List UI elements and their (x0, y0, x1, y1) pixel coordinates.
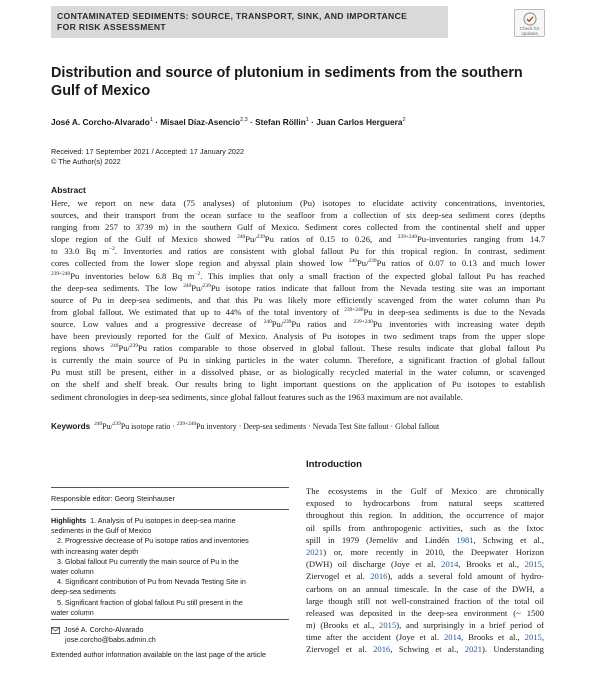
intro-line (306, 546, 544, 558)
keyword[interactable] (94, 422, 170, 431)
superscript: 239 (256, 234, 265, 241)
highlight-item: with increasing water depth (51, 546, 139, 556)
text-run: regions shows (51, 343, 111, 354)
envelope-icon (51, 627, 60, 634)
text-run: ), and surprisingly in a brief period of (396, 620, 544, 631)
text-run: , (541, 559, 544, 570)
badge-label-2: updates (521, 31, 538, 36)
sidebar-divider (51, 509, 289, 510)
highlight-item: deep-sea sediments (51, 587, 116, 597)
text-run: 3. Global fallout Pu currently the main source of Pu in the (57, 556, 239, 566)
text-run: 2. Progressive decrease of Pu isotope ratios and inventories (57, 536, 249, 546)
received-accepted-dates: Received: 17 September 2021 / Accepted: 17 January 2022 (51, 147, 245, 156)
text-run: Pu/ (191, 282, 203, 293)
article-title (51, 64, 521, 100)
author-4[interactable]: Juan Carlos Herguera (316, 117, 403, 127)
abstract-heading: Abstract (51, 185, 86, 195)
superscript: 240 (263, 318, 272, 325)
text-run: (DWH) oil discharge (Joye et al. (306, 559, 442, 570)
text-run: Pu-inventories ranging from 14.7 (417, 234, 545, 245)
citation-link[interactable]: 2015 (379, 620, 397, 631)
citation-link[interactable]: 2015 (524, 632, 542, 643)
text-run: Pu in deep-sea sediments is due to the Nevada (363, 306, 545, 317)
citation-link[interactable]: 2016 (370, 571, 388, 582)
highlight-item (51, 577, 279, 587)
highlight-item (51, 516, 279, 526)
text-run: Pu isotope ratios indicate that fallout from the Nevada testing site was an important (210, 282, 545, 293)
text-run: , Brooks et al., (458, 559, 525, 570)
badge-label-1: Check for (519, 26, 540, 31)
intro-line: carbons on an annual timescale. In the case of the DWH, a (306, 583, 544, 594)
keyword-separator: · (306, 422, 313, 431)
text-run: . Inventories and ratios are consistent with global fallout Pu for this tropical region. In contrast, sediment (114, 246, 545, 257)
superscript: 239 (129, 343, 139, 350)
intro-line: The ecosystems in the Gulf of Mexico are chronically (306, 486, 544, 496)
citation-link[interactable]: 2014 (443, 632, 462, 643)
keyword-separator: · (388, 422, 396, 431)
author-separator: · (152, 117, 161, 127)
superscript: 240 (110, 343, 119, 350)
text-run: source. Low values and a progressive decrease of (51, 318, 264, 329)
intro-line (306, 558, 544, 570)
superscript: 239 (112, 421, 121, 427)
intro-line: oil spills from anthropogenic activities, such as the Ixtoc (306, 522, 544, 533)
text-run: Pu ratios of 0.15 to 0.26, and (264, 234, 398, 245)
text-run: 1. Analysis of Pu isotopes in deep-sea marine (90, 516, 236, 525)
superscript: 239+240 (353, 318, 373, 325)
abstract-line: is currently the main source of Pu in sinking particles in the water column. Therefore, a significant fraction of global fallout (51, 355, 545, 366)
abstract-line (51, 342, 545, 354)
check-for-updates-button[interactable] (514, 9, 545, 37)
text-run: to 33.0 Bq m (51, 246, 110, 257)
sidebar-divider (51, 487, 289, 488)
intro-line (306, 631, 544, 643)
text-run: , (541, 632, 544, 643)
highlight-item (51, 557, 279, 567)
superscript: 239 (283, 318, 292, 325)
crossmark-icon (523, 12, 537, 26)
superscript: 240 (237, 234, 246, 241)
author-list (51, 117, 406, 127)
citation-link[interactable]: 2021 (464, 644, 482, 655)
abstract-line: sediment chronologies in deep-sea sediments, since global fallout features such as the 1963 maximum are not available. (51, 391, 463, 402)
intro-line (306, 534, 544, 546)
article-dates (51, 147, 244, 167)
author-separator: · (247, 117, 256, 127)
text-run: m) (Brooks et al., (306, 620, 380, 631)
text-run: Pu/ (102, 422, 113, 431)
abstract-line: source of Pu in deep-sea sediments, and that this Pu was likely more efficiently scavenged from the water column than Pu (51, 294, 545, 305)
text-run: cores collected from the lower slope region and abyssal plain showed low (51, 258, 349, 269)
text-run: Pu inventories with increasing water depth (372, 318, 545, 329)
text-run: ), adds a several fold amount of hydro- (387, 571, 544, 582)
keyword-separator: · (170, 422, 177, 431)
contact-row (51, 625, 156, 635)
citation-link[interactable]: 2021 (306, 546, 324, 557)
superscript: 239+240 (51, 270, 71, 277)
text-run: the deep-sea sediments. The low (51, 282, 184, 293)
highlight-item: sediments in the Gulf of Mexico (51, 526, 152, 536)
highlights (51, 516, 279, 618)
intro-line (306, 619, 544, 631)
text-run: Pu ratios comparable to those observed in global fallout. These results indicate that global fallout Pu (138, 343, 545, 354)
superscript: 240 (183, 282, 192, 289)
superscript: −2 (109, 246, 115, 253)
superscript: 239+240 (397, 234, 418, 241)
text-run: ) or, more recently in 2010, the Deepwater Horizon (323, 546, 544, 557)
keyword[interactable] (177, 422, 237, 431)
abstract-body (51, 197, 545, 403)
abstract-line (51, 245, 545, 257)
abstract-line (51, 306, 545, 318)
superscript: 239 (368, 258, 377, 265)
introduction-body (306, 485, 544, 656)
author-1[interactable]: José A. Corcho-Alvarado (51, 117, 150, 127)
abstract-line (51, 282, 545, 294)
author-2[interactable]: Misael Díaz-Asencio (160, 117, 241, 127)
superscript: 239+240 (176, 421, 197, 427)
citation-link[interactable]: 2016 (373, 644, 391, 655)
superscript: 239 (202, 282, 211, 289)
superscript: 240 (348, 258, 358, 265)
citation-link[interactable]: 1981 (456, 534, 474, 545)
abstract-line: on the shelf and shelf break. Our results bring to light important questions on the application of Pu isotopes to establish (51, 379, 545, 390)
keywords-label: Keywords (51, 422, 91, 431)
text-run: , Brooks et al., (461, 632, 525, 643)
text-run: Ziervogel et al. (306, 571, 371, 582)
responsible-editor: Responsible editor: Georg Steinhauser (51, 494, 175, 503)
citation-link[interactable]: 2015 (524, 559, 542, 570)
text-run: 5. Significant fraction of global fallout Pu still present in the (57, 597, 243, 607)
text-run: from global fallout. We estimated that up to 44% of the total inventory of (51, 306, 345, 317)
abstract-line (51, 318, 545, 330)
author-1-affil: 1 (149, 117, 153, 123)
highlights-label: Highlights (51, 516, 87, 525)
text-run: Ziervogel et al. (306, 644, 374, 655)
abstract-line: ranging from 257 to 3739 m) in the southern Gulf of Mexico. Sediment cores collected from the continental shelf and upper (51, 222, 545, 233)
copyright-notice: © The Author(s) 2022 (51, 157, 121, 166)
extended-author-info: Extended author information available on the last page of the article (51, 650, 266, 659)
abstract-line (51, 233, 545, 245)
highlight-item (51, 536, 279, 546)
sidebar-divider (51, 619, 289, 620)
keyword[interactable]: Nevada Test Site fallout (312, 422, 389, 431)
text-run: Pu/ (271, 318, 284, 329)
author-3-affil: 1 (305, 117, 309, 123)
keywords (51, 422, 439, 431)
keyword[interactable]: Global fallout (395, 422, 440, 431)
text-run: ). Understanding (481, 644, 544, 655)
text-run: Pu ratios and (291, 318, 354, 329)
abstract-line (51, 257, 545, 269)
author-separator: · (308, 117, 317, 127)
title-line-1: Distribution and source of plutonium in sediments from the southern (51, 65, 523, 81)
corresponding-author (51, 625, 156, 645)
intro-line: exposed to hydrocarbons from natural seeps scattered (306, 498, 544, 509)
superscript: −2 (194, 270, 201, 277)
text-run: Pu/ (245, 234, 257, 245)
intro-line: large though still not well-constrained fraction of the total oil (306, 595, 544, 606)
intro-line (306, 570, 544, 582)
abstract-line: Pu must still be present, either in a dissolved phase, or as biologically recycled material in the water column, or scavenged (51, 367, 545, 378)
text-run: Pu isotope ratio (120, 422, 171, 431)
author-3[interactable]: Stefan Röllin (255, 117, 306, 127)
text-run: slope region of the Gulf of Mexico showed (51, 234, 238, 245)
contact-email-link[interactable]: jose.corcho@babs.admin.ch (65, 635, 156, 645)
text-run: Pu inventories below 6.8 Bq m (70, 270, 195, 281)
text-run: spill in 1979 (Jernelöv and Lindén (306, 534, 457, 545)
introduction-heading: Introduction (306, 459, 362, 470)
text-run: , Schwing et al., (390, 644, 465, 655)
text-run: , Schwing et al., (473, 534, 544, 545)
citation-link[interactable]: 2014 (441, 559, 459, 570)
contact-name: José A. Corcho-Alvarado (64, 625, 144, 634)
text-run: Pu ratios of 0.07 to 0.13 and much lower (376, 258, 545, 269)
superscript: 239+240 (344, 306, 364, 313)
highlight-item (51, 598, 279, 608)
text-run: Pu/ (118, 343, 130, 354)
superscript: 240 (94, 421, 103, 427)
intro-line (306, 643, 544, 655)
text-run: time after the accident (Joye et al. (306, 632, 444, 643)
intro-line: released was deposited in the deep-sea environment (~ 1500 (306, 607, 544, 618)
title-line-2: Gulf of Mexico (51, 83, 151, 99)
text-run: . This implies that only a small fraction of the expected global fallout Pu has reached (200, 270, 545, 281)
intro-line: throughout this region. In addition, the occurrence of major (306, 510, 544, 521)
text-run: Pu inventory (196, 422, 237, 431)
abstract-line: sources, and their transport from the ocean surface to the seafloor from a collection of six deep-sea sediment cores (depths (51, 210, 545, 221)
abstract-line: have been previously reported for the Gulf of Mexico. Analysis of Pu isotopes in two sediment traps from the upper slope (51, 331, 545, 342)
keyword-separator: · (236, 422, 244, 431)
banner-line-2: FOR RISK ASSESSMENT (57, 22, 166, 32)
abstract-line: Here, we report on new data (75 analyses) of plutonium (Pu) isotopes to elucidate activity concentrations, inventories, (51, 198, 545, 208)
keyword[interactable]: Deep-sea sediments (243, 422, 307, 431)
highlight-item: water column (51, 567, 94, 577)
banner-line-1: CONTAMINATED SEDIMENTS: SOURCE, TRANSPORT, SINK, AND IMPORTANCE (57, 11, 408, 21)
journal-section-banner (51, 6, 448, 38)
text-run: 4. Significant contribution of Pu from Nevada Testing Site in (57, 577, 246, 587)
abstract-line (51, 270, 545, 282)
text-run: Pu/ (357, 258, 369, 269)
highlight-item: water column (51, 607, 94, 617)
author-2-affil: 2,3 (240, 117, 248, 123)
author-4-affil: 2 (402, 117, 406, 123)
